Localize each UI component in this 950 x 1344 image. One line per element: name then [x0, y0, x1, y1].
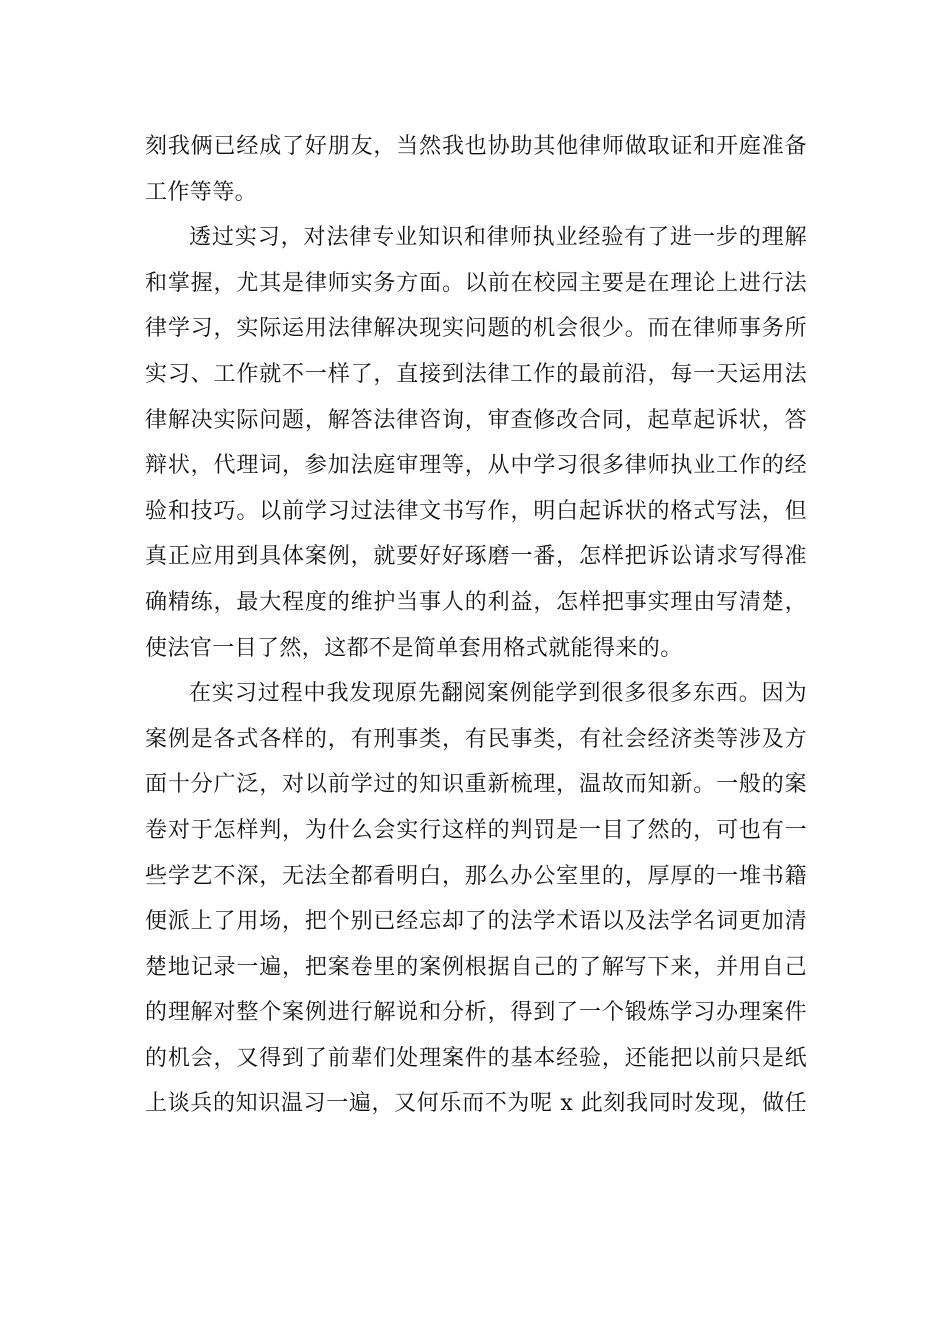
text-line: 辩状，代理词，参加法庭审理等，从中学习很多律师执业工作的经 [145, 453, 807, 479]
text-line: 案例是各式各样的，有刑事类，有民事类，有社会经济类等涉及方 [145, 726, 807, 752]
paragraph [145, 124, 807, 215]
text-line: 些学艺不深，无法全都看明白，那么办公室里的，厚厚的一堆书籍 [145, 863, 807, 889]
text-line: 楚地记录一遍，把案卷里的案例根据自己的了解写下来，并用自己 [145, 954, 807, 980]
text-line: 实习、工作就不一样了，直接到法律工作的最前沿，每一天运用法 [145, 361, 807, 387]
text-line: 刻我俩已经成了好朋友，当然我也协助其他律师做取证和开庭准备 [145, 134, 807, 159]
text-line: 和掌握，尤其是律师实务方面。以前在校园主要是在理论上进行法 [145, 270, 807, 296]
text-line: 使法官一目了然，这都不是简单套用格式就能得来的。 [145, 635, 683, 661]
text-line: 上谈兵的知识温习一遍，又何乐而不为呢 x 此刻我同时发现，做任 [145, 1091, 807, 1117]
text-line: 真正应用到具体案例，就要好好琢磨一番，怎样把诉讼请求写得准 [145, 544, 807, 570]
text-line: 卷对于怎样判，为什么会实行这样的判罚是一目了然的，可也有一 [145, 817, 807, 843]
text-line: 在实习过程中我发现原先翻阅案例能学到很多很多东西。因为 [189, 681, 807, 707]
body-text [145, 124, 807, 1127]
paragraph [145, 671, 807, 1127]
text-line: 律解决实际问题，解答法律咨询，审查修改合同，起草起诉状，答 [145, 407, 807, 433]
text-line: 便派上了用场，把个别已经忘却了的法学术语以及法学名词更加清 [145, 909, 807, 935]
text-line: 律学习，实际运用法律解决现实问题的机会很少。而在律师事务所 [145, 316, 807, 342]
text-line: 工作等等。 [145, 179, 258, 205]
text-line: 确精练，最大程度的维护当事人的利益，怎样把事实理由写清楚， [145, 589, 807, 615]
text-line: 面十分广泛，对以前学过的知识重新梳理，温故而知新。一般的案 [145, 772, 807, 798]
text-line: 透过实习，对法律专业知识和律师执业经验有了进一步的理解 [189, 225, 807, 251]
paragraph [145, 215, 807, 671]
text-line: 的理解对整个案例进行解说和分析，得到了一个锻炼学习办理案件 [145, 1000, 807, 1026]
text-line: 验和技巧。以前学习过法律文书写作，明白起诉状的格式写法，但 [145, 498, 807, 524]
text-line: 的机会，又得到了前辈们处理案件的基本经验，还能把以前只是纸 [145, 1045, 807, 1071]
